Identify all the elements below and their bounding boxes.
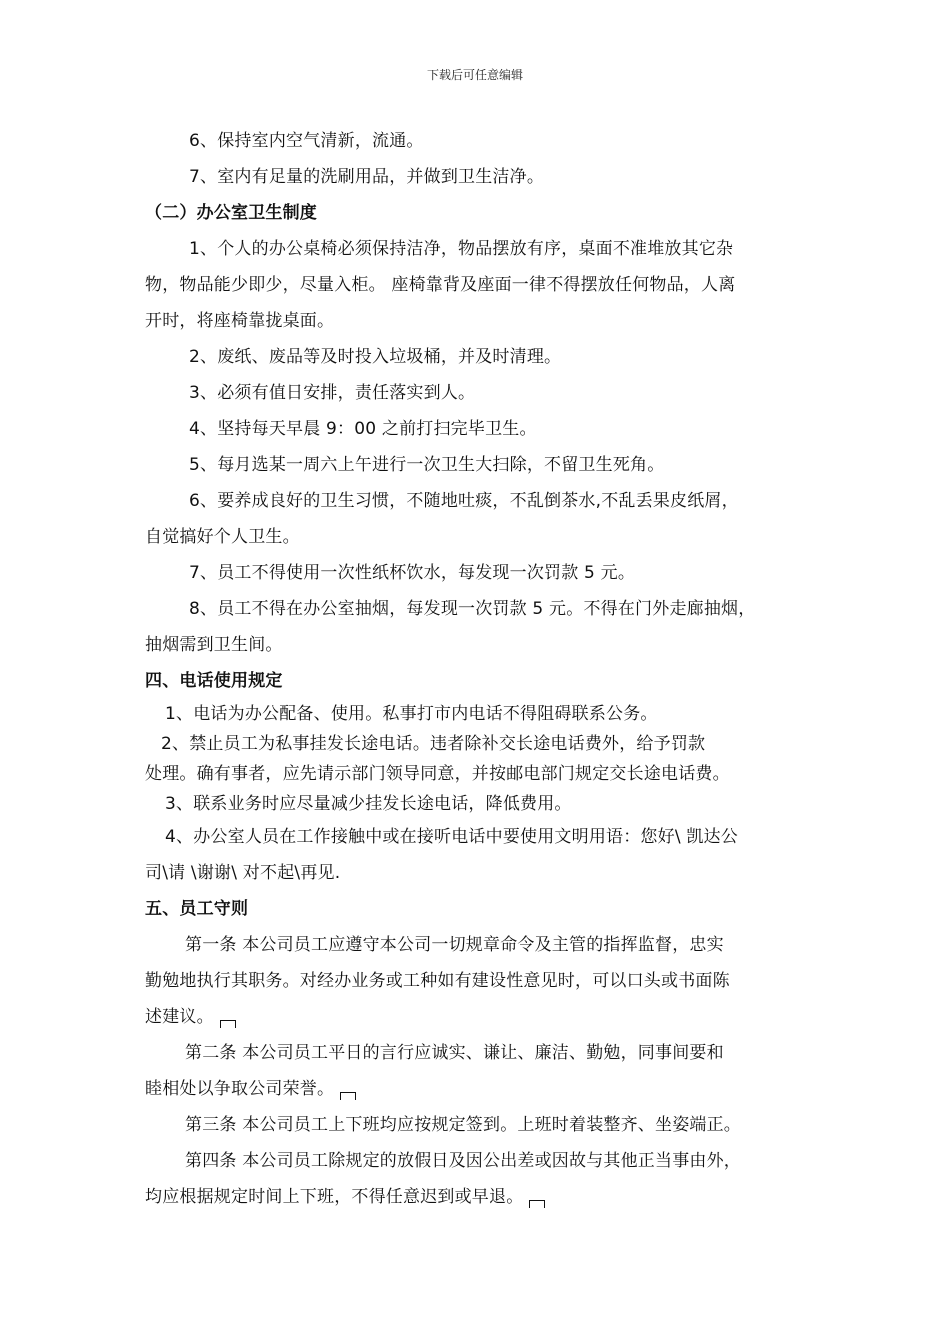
paragraph-mark-icon [529, 1200, 545, 1208]
text-line: 2、废纸、废品等及时投入垃圾桶，并及时清理。 [189, 347, 562, 367]
page-header: 下载后可任意编辑 [426, 68, 523, 82]
text-line: 处理。确有事者，应先请示部门领导同意，并按邮电部门规定交长途电话费。 [145, 764, 730, 784]
section-heading: 五、员工守则 [145, 899, 249, 919]
text-line: 勤勉地执行其职务。对经办业务或工种如有建设性意见时，可以口头或书面陈 [145, 971, 730, 991]
text-line [145, 1071, 825, 1107]
text-line: 司\请 \谢谢\ 对不起\再见. [145, 863, 341, 883]
text-line: 2、禁止员工为私事挂发长途电话。违者除补交长途电话费外，给予罚款 [161, 734, 706, 754]
text-line: 4、办公室人员在工作接触中或在接听电话中要使用文明用语：您好\ 凯达公 [165, 827, 738, 847]
text-line: 6、保持室内空气清新，流通。 [189, 131, 424, 151]
text-line: 1、电话为办公配备、使用。私事打市内电话不得阻碍联系公务。 [165, 704, 658, 724]
text-line-content: 述建议。 [145, 1007, 214, 1027]
text-line: 自觉搞好个人卫生。 [145, 527, 300, 547]
text-line: 7、室内有足量的洗刷用品，并做到卫生洁净。 [189, 167, 545, 187]
text-line: 第二条 本公司员工平日的言行应诚实、谦让、廉洁、勤勉，同事间要和 [185, 1043, 724, 1063]
section-heading: （二）办公室卫生制度 [145, 203, 317, 223]
text-line [145, 1179, 825, 1215]
paragraph-mark-icon [220, 1020, 236, 1028]
text-line: 第三条 本公司员工上下班均应按规定签到。上班时着装整齐、坐姿端正。 [185, 1115, 742, 1135]
text-line: 第一条 本公司员工应遵守本公司一切规章命令及主管的指挥监督，忠实 [185, 935, 724, 955]
document-body [145, 123, 825, 1215]
text-line-content: 睦相处以争取公司荣誉。 [145, 1079, 335, 1099]
text-line: 抽烟需到卫生间。 [145, 635, 283, 655]
text-line: 3、必须有值日安排，责任落实到人。 [189, 383, 476, 403]
text-line: 1、个人的办公桌椅必须保持洁净，物品摆放有序，桌面不准堆放其它杂 [189, 239, 734, 259]
text-line: 物，物品能少即少，尽量入柜。 座椅靠背及座面一律不得摆放任何物品，人离 [145, 275, 736, 295]
text-line: 开时，将座椅靠拢桌面。 [145, 311, 335, 331]
paragraph-mark-icon [340, 1092, 356, 1100]
text-line: 3、联系业务时应尽量减少挂发长途电话，降低费用。 [165, 794, 572, 814]
section-heading: 四、电话使用规定 [145, 671, 283, 691]
text-line: 8、员工不得在办公室抽烟，每发现一次罚款 5 元。不得在门外走廊抽烟， [189, 599, 756, 619]
text-line: 5、每月选某一周六上午进行一次卫生大扫除，不留卫生死角。 [189, 455, 665, 475]
text-line: 7、员工不得使用一次性纸杯饮水，每发现一次罚款 5 元。 [189, 563, 636, 583]
text-line: 4、坚持每天早晨 9：00 之前打扫完毕卫生。 [189, 419, 537, 439]
text-line: 6、要养成良好的卫生习惯，不随地吐痰，不乱倒茶水,不乱丢果皮纸屑， [189, 491, 739, 511]
text-line [145, 999, 825, 1035]
text-line: 第四条 本公司员工除规定的放假日及因公出差或因故与其他正当事由外， [185, 1151, 742, 1171]
text-line-content: 均应根据规定时间上下班，不得任意迟到或早退。 [145, 1187, 524, 1207]
